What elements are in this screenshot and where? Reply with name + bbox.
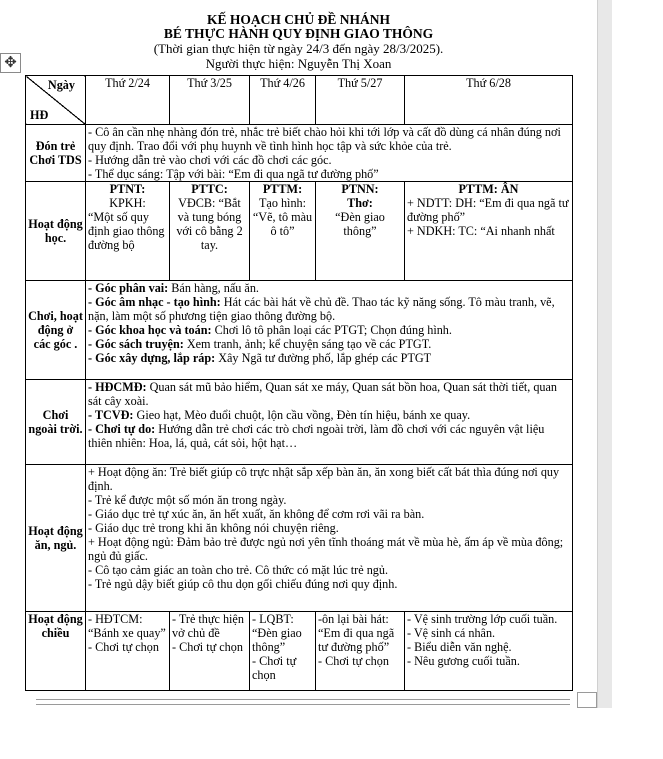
cell-hoc-day-2 — [170, 182, 250, 281]
text-line: “Một số quy định giao thông đường bộ — [88, 210, 165, 252]
cell-ngoai-troi — [86, 380, 573, 465]
list-item — [88, 422, 570, 450]
text-line: - Trẻ thực hiện vở chủ đề — [172, 612, 244, 640]
item-heading: - HĐCMĐ: — [88, 380, 147, 394]
day-header-5: Thứ 6/28 — [405, 76, 573, 125]
text-line: “Đèn giao thông” — [335, 210, 385, 238]
text-line: -ôn lại bài hát: “Em đi qua ngã tư đường phố” — [318, 612, 395, 654]
item-text: Quan sát mũ bảo hiểm, Quan sát xe máy, Quan sát bồn hoa, Quan sát thời tiết, quan sát cây xoài. — [88, 380, 558, 408]
item-text: Chơi lô tô phân loại các PTGT; Chọn đúng hình. — [211, 323, 452, 337]
text-line: - Thể dục sáng: Tập với bài: “Em đi qua ngã tư đường phố” — [88, 167, 379, 181]
list-item — [88, 351, 570, 365]
subject-heading: PTTM: ÂN — [458, 182, 519, 196]
item-heading: - Góc sách truyện: — [88, 337, 184, 351]
list-item — [88, 337, 570, 351]
day-header-2: Thứ 3/25 — [170, 76, 250, 125]
text-line: - Vệ sinh trường lớp cuối tuần. — [407, 612, 558, 626]
weekly-plan-table — [25, 75, 573, 691]
cell-hoc-day-1 — [86, 182, 170, 281]
subject-heading: PTTM: — [262, 182, 303, 196]
cell-an-ngu — [86, 465, 573, 612]
text-line: - Giáo dục trẻ tự xúc ăn, ăn hết xuất, ăn không để cơm rơi vãi ra bàn. — [88, 507, 425, 521]
item-heading: - Góc âm nhạc - tạo hình: — [88, 295, 221, 309]
text-line: + NDTT: DH: “Em đi qua ngã tư đường phố” — [407, 196, 569, 224]
cell-chieu-day-5 — [405, 612, 573, 691]
text-line: - LQBT: “Đèn giao thông” — [252, 612, 302, 654]
text-line: - Trẻ ngủ dậy biết giúp cô thu dọn gối chiếu đúng nơi quy định. — [88, 577, 398, 591]
day-header-1: Thứ 2/24 — [86, 76, 170, 125]
vertical-scrollbar[interactable] — [597, 0, 612, 708]
text-line: - Chơi tự chọn — [318, 654, 389, 668]
item-text: Hát các bài hát về chủ đề. Thao tác kỹ năng sống. Tô màu tranh, vẽ, nặn, làm một số phương tiện giao thông đường bộ. — [88, 295, 555, 323]
text-line: - Cô tạo cảm giác an toàn cho trẻ. Cô thức có mặt lúc trẻ ngủ. — [88, 563, 389, 577]
row-hoat-dong-hoc — [26, 182, 573, 281]
text-line: - Vệ sinh cá nhân. — [407, 626, 496, 640]
text-line: KPKH: — [109, 196, 146, 210]
doc-subtitle: BÉ THỰC HÀNH QUY ĐỊNH GIAO THÔNG — [163, 26, 434, 41]
list-item — [88, 408, 570, 422]
row-label-an-ngu: Hoạt động ăn, ngủ. — [26, 465, 86, 612]
cell-choi-goc — [86, 281, 573, 380]
page-footer-rule — [36, 699, 570, 705]
text-line: - Chơi tự chọn — [88, 640, 159, 654]
text-line: - Giáo dục trẻ trong khi ăn không nói chuyện riêng. — [88, 521, 339, 535]
doc-timeframe: (Thời gian thực hiện từ ngày 24/3 đến ngày 28/3/2025). — [153, 41, 444, 56]
item-heading: - Góc xây dựng, lắp ráp: — [88, 351, 216, 365]
item-heading: - Chơi tự do: — [88, 422, 156, 436]
corner-activity-label: HĐ — [30, 108, 49, 122]
table-header-row — [26, 76, 573, 125]
item-text: Xây Ngã tư đường phố, lắp ghép các PTGT — [215, 351, 432, 365]
day-header-3: Thứ 4/26 — [250, 76, 316, 125]
item-heading: - TCVĐ: — [88, 408, 134, 422]
text-line: - Trẻ kể được một số món ăn trong ngày. — [88, 493, 287, 507]
text-line: VĐCB: “Bắt và tung bóng với cô bằng 2 tay. — [176, 196, 243, 252]
text-line: + NDKH: TC: “Ai nhanh nhất — [407, 224, 555, 238]
row-don-tre — [26, 125, 573, 182]
text-line: - Nêu gương cuối tuần. — [407, 654, 520, 668]
cell-chieu-day-3 — [250, 612, 316, 691]
day-header-4: Thứ 5/27 — [316, 76, 405, 125]
row-chieu — [26, 612, 573, 691]
document-header — [0, 13, 597, 71]
item-text: Xem tranh, ảnh; kể chuyện sáng tạo về các PTGT. — [183, 337, 432, 351]
row-an-ngu — [26, 465, 573, 612]
text-line: Tạo hình: “Vẽ, tô màu ô tô” — [252, 196, 313, 238]
item-text: Gieo hạt, Mèo đuổi chuột, lộn cầu vồng, Đèn tín hiệu, bánh xe quay. — [133, 408, 471, 422]
item-text: Bán hàng, nấu ăn. — [168, 281, 259, 295]
text-line: - Chơi tự chọn — [172, 640, 243, 654]
cell-don-tre — [86, 125, 573, 182]
cell-chieu-day-2 — [170, 612, 250, 691]
text-line: - HĐTCM: “Bánh xe quay” — [88, 612, 166, 640]
subject-heading: PTNN: — [341, 182, 379, 196]
row-label-chieu: Hoạt động chiều — [26, 612, 86, 691]
text-line: + Hoạt động ăn: Trẻ biết giúp cô trực nhật sắp xếp bàn ăn, ăn xong biết cất bát thìa đúng nơi quy định. — [88, 465, 560, 493]
row-choi-goc — [26, 281, 573, 380]
item-heading: - Góc khoa học và toán: — [88, 323, 212, 337]
row-label-hoat-dong-hoc: Hoạt động học. — [26, 182, 86, 281]
row-label-don-tre: Đón trẻ Chơi TDS — [26, 125, 86, 182]
row-ngoai-troi — [26, 380, 573, 465]
text-line: - Hướng dẫn trẻ vào chơi với các đồ chơi các góc. — [88, 153, 332, 167]
four-arrows-move-icon: ✥ — [4, 53, 17, 71]
list-item — [88, 380, 570, 408]
text-line: - Biểu diễn văn nghệ. — [407, 640, 512, 654]
doc-title: KẾ HOẠCH CHỦ ĐỀ NHÁNH — [206, 12, 390, 27]
page-corner-box — [577, 692, 597, 708]
text-line: Thơ: — [347, 196, 373, 210]
cell-chieu-day-4 — [316, 612, 405, 691]
subject-heading: PTTC: — [191, 182, 228, 196]
subject-heading: PTNT: — [109, 182, 146, 196]
cell-hoc-day-3 — [250, 182, 316, 281]
cell-hoc-day-4 — [316, 182, 405, 281]
corner-day-label: Ngày — [47, 78, 75, 92]
corner-header-cell — [26, 76, 86, 125]
list-item — [88, 295, 570, 323]
cell-hoc-day-5 — [405, 182, 573, 281]
doc-author: Người thực hiện: Nguyễn Thị Xoan — [205, 56, 392, 71]
row-label-ngoai-troi: Chơi ngoài trời. — [26, 380, 86, 465]
list-item — [88, 323, 570, 337]
item-heading: - Góc phân vai: — [88, 281, 169, 295]
list-item — [88, 281, 570, 295]
text-line: - Cô ân cần nhẹ nhàng đón trẻ, nhắc trẻ biết chào hỏi khi tới lớp và cất đồ dùng cá nhân đúng nơi quy định. Trao đổi với phụ huynh về tình hình học tập và sức khỏe của trẻ. — [88, 125, 561, 153]
item-text: Hướng dẫn trẻ chơi các trò chơi ngoài trời, làm đồ chơi với các nguyên vật liệu thiên nhiên: Hoa, lá, quả, cát sỏi, hột hạt… — [88, 422, 545, 450]
row-label-choi-goc: Chơi, hoạt động ở các góc . — [26, 281, 86, 380]
text-line: - Chơi tự chọn — [252, 654, 297, 682]
text-line: + Hoạt động ngủ: Đảm bảo trẻ được ngủ nơi yên tĩnh thoáng mát về mùa hè, ấm áp về mùa đông; ngủ đủ giấc. — [88, 535, 564, 563]
cell-chieu-day-1 — [86, 612, 170, 691]
